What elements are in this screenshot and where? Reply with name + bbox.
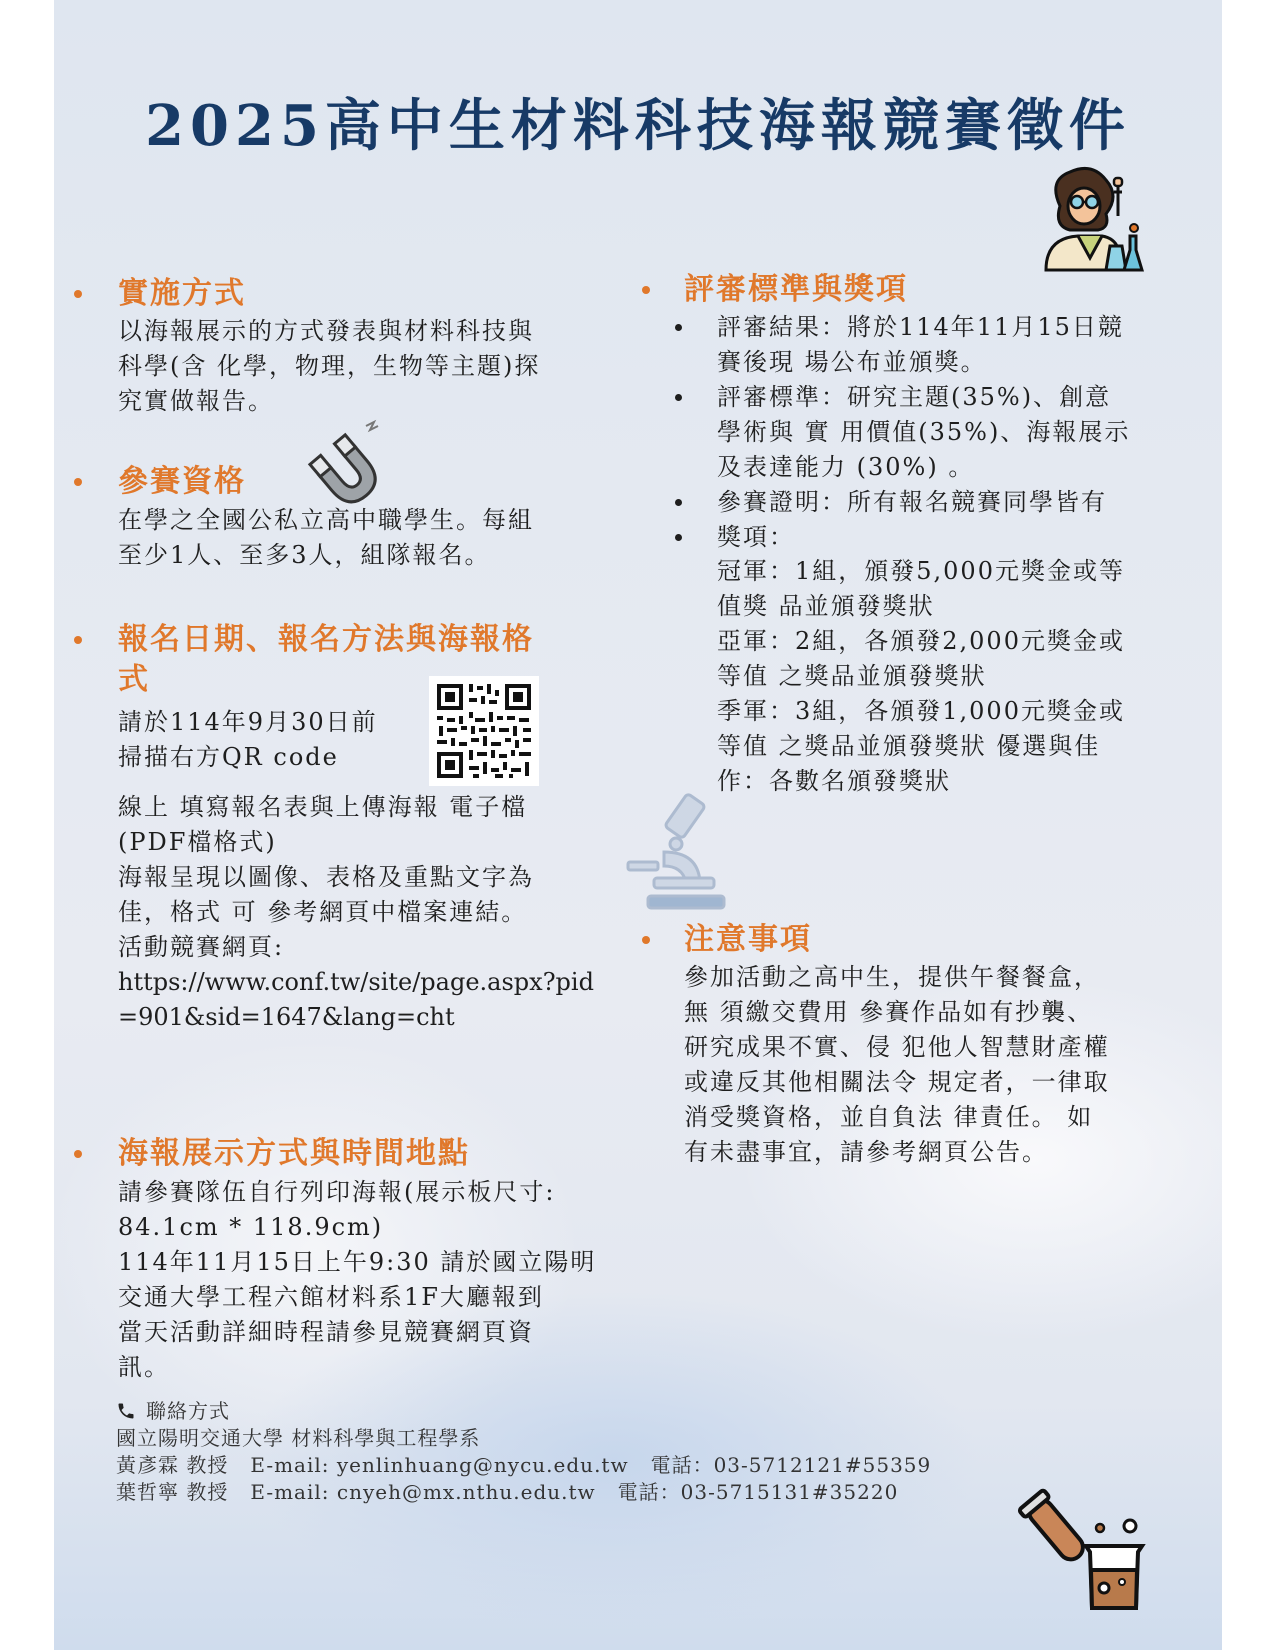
text-line: 或違反其他相關法令 規定者，一律取 xyxy=(684,1068,1110,1096)
text-line: 獎項： xyxy=(717,523,795,551)
text-line: 等值 之獎品並頒發獎狀 優選與佳 xyxy=(717,732,1101,760)
heading-implementation: 實施方式 xyxy=(118,276,246,311)
text-line: 114年11月15日上午9:30 請於國立陽明 xyxy=(118,1248,597,1276)
text-line: 參加活動之高中生，提供午餐餐盒， xyxy=(684,963,1100,991)
display-text xyxy=(118,1175,608,1385)
magnet-icon xyxy=(298,418,388,512)
text-line: 海報呈現以圖像、表格及重點文字為 xyxy=(118,863,534,891)
contact-label: 聯絡方式 xyxy=(146,1399,230,1423)
text-line: 請參賽隊伍自行列印海報(展示板尺寸: xyxy=(118,1178,556,1206)
text-line: 交通大學工程六館材料系1F大廳報到 xyxy=(118,1283,544,1311)
poster-title: 2025高中生材料科技海報競賽徵件 xyxy=(145,93,1131,159)
text-line: 評審標準：研究主題(35%)、創意 xyxy=(717,383,1112,411)
text-line: 研究成果不實、侵 犯他人智慧財產權 xyxy=(684,1033,1110,1061)
text-line: 以海報展示的方式發表與材料科技與 xyxy=(118,317,534,345)
list-item xyxy=(672,485,1172,520)
contact-label-row xyxy=(116,1398,931,1425)
eligibility-text xyxy=(118,503,588,573)
text-line: 究實做報告。 xyxy=(118,387,274,415)
contact-phone: 電話：03-5715131#35220 xyxy=(617,1480,899,1504)
bullet-dot xyxy=(74,1150,82,1158)
text-line: 參賽證明：所有報名競賽同學皆有 xyxy=(717,488,1107,516)
registration-date xyxy=(118,705,448,775)
text-line: 值獎 品並頒發獎狀 xyxy=(717,592,935,620)
heading-eligibility: 參賽資格 xyxy=(118,464,246,499)
contact-row xyxy=(116,1452,931,1479)
bullet-dot xyxy=(74,636,82,644)
qr-code-icon[interactable] xyxy=(429,676,539,786)
text-line: (PDF檔格式) xyxy=(118,828,277,856)
text-line: 有未盡事宜，請參考網頁公告。 xyxy=(684,1138,1048,1166)
text-line: 冠軍：1組，頒發5,000元獎金或等 xyxy=(717,557,1125,585)
judging-list xyxy=(672,310,1172,555)
text-line: 至少1人、至多3人，組隊報名。 xyxy=(118,541,491,569)
text-line: 季軍：3組，各頒發1,000元獎金或 xyxy=(717,697,1125,725)
text-line: 佳，格式 可 參考網頁中檔案連結。 xyxy=(118,898,528,926)
text-line: 無 須繳交費用 參賽作品如有抄襲、 xyxy=(684,998,1094,1026)
footer-contact xyxy=(116,1398,931,1506)
website-link[interactable]: =901&sid=1647&lang=cht xyxy=(118,1003,455,1031)
contact-name: 葉哲寧 教授 xyxy=(116,1480,229,1504)
microscope-icon xyxy=(624,792,754,916)
scientist-icon xyxy=(1040,166,1144,272)
test-tube-beaker-icon xyxy=(1018,1488,1148,1614)
text-line: 消受獎資格，並自負法 律責任。 如 xyxy=(684,1103,1094,1131)
awards-text xyxy=(717,554,1172,799)
contact-phone: 電話：03-5712121#55359 xyxy=(650,1453,932,1477)
text-line: 作：各數名頒發獎狀 xyxy=(717,767,951,795)
text-line: 科學(含 化學，物理，生物等主題)探 xyxy=(118,352,541,380)
website-link[interactable]: https://www.conf.tw/site/page.aspx?pid xyxy=(118,968,594,996)
text-line: 在學之全國公私立高中職學生。每組 xyxy=(118,506,534,534)
contact-row xyxy=(116,1479,931,1506)
text-line: 活動競賽網頁: xyxy=(118,933,285,961)
text-line: 當天活動詳細時程請參見競賽網頁資 xyxy=(118,1318,534,1346)
phone-icon xyxy=(116,1401,136,1421)
text-line: 評審結果：將於114年11月15日競 xyxy=(717,313,1124,341)
text-line: 線上 填寫報名表與上傳海報 電子檔 xyxy=(118,793,528,821)
implementation-text xyxy=(118,314,588,419)
heading-line: 報名日期、報名方法與海報格 xyxy=(118,622,534,657)
text-line: 訊。 xyxy=(118,1353,170,1381)
contact-email[interactable]: E-mail: yenlinhuang@nycu.edu.tw xyxy=(250,1453,629,1477)
heading-display: 海報展示方式與時間地點 xyxy=(118,1136,470,1171)
contact-name: 黃彥霖 教授 xyxy=(116,1453,229,1477)
heading-notes: 注意事項 xyxy=(684,922,812,957)
text-line: 請於114年9月30日前 xyxy=(118,708,378,736)
bullet-dot xyxy=(642,936,650,944)
list-item xyxy=(672,310,1172,380)
bullet-dot xyxy=(74,478,82,486)
text-line: 學術與 實 用價值(35%)、海報展示 xyxy=(717,418,1131,446)
heading-judging: 評審標準與獎項 xyxy=(684,272,908,307)
bullet-dot xyxy=(74,290,82,298)
registration-text xyxy=(118,790,598,1035)
poster-page xyxy=(54,0,1222,1650)
text-line: 等值 之獎品並頒發獎狀 xyxy=(717,662,987,690)
notes-text xyxy=(684,960,1184,1170)
text-line: 掃描右方QR code xyxy=(118,743,339,771)
text-line: 及表達能力 (30%) 。 xyxy=(717,453,975,481)
text-line: 賽後現 場公布並頒獎。 xyxy=(717,348,987,376)
heading-line: 式 xyxy=(118,662,150,697)
text-line: 亞軍：2組，各頒發2,000元獎金或 xyxy=(717,627,1125,655)
bullet-dot xyxy=(642,286,650,294)
list-item xyxy=(672,520,1172,555)
text-line: 84.1cm * 118.9cm) xyxy=(118,1213,384,1241)
contact-email[interactable]: E-mail: cnyeh@mx.nthu.edu.tw xyxy=(250,1480,596,1504)
department: 國立陽明交通大學 材料科學與工程學系 xyxy=(116,1426,481,1450)
list-item xyxy=(672,380,1172,485)
